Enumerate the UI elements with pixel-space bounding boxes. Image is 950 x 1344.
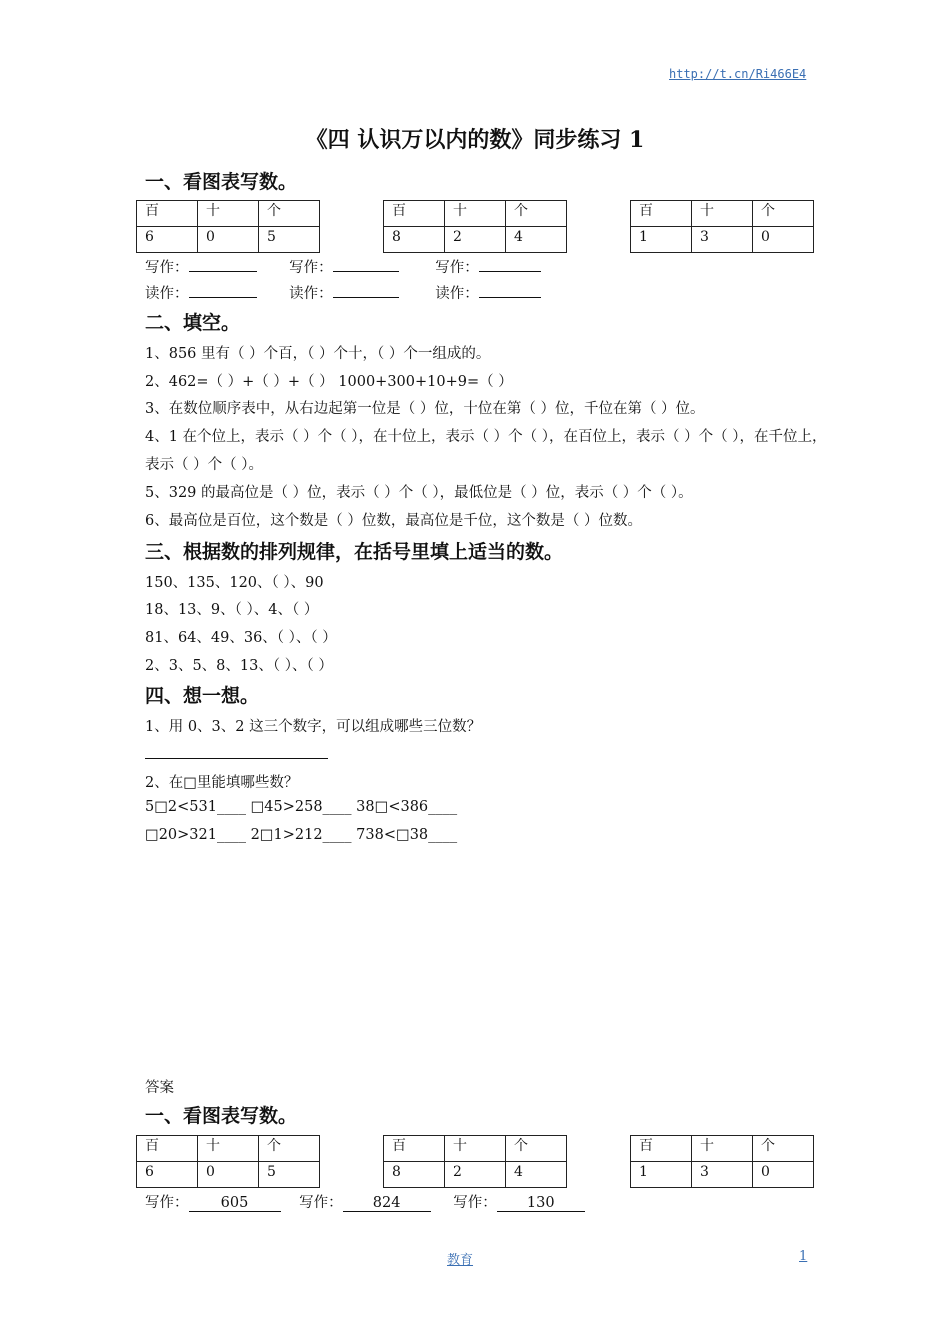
read-blank[interactable]: [333, 283, 399, 298]
place-value-table-2: [383, 200, 567, 253]
answer-value: 605: [189, 1195, 281, 1212]
place-value-table-3: [630, 200, 814, 253]
cell-value: 6: [137, 1162, 198, 1188]
header-ones: 个: [753, 201, 814, 227]
header-tens: 十: [445, 201, 506, 227]
write-label: 写作：: [299, 1195, 343, 1211]
read-blank[interactable]: [189, 283, 257, 298]
write-label: 写作：: [145, 260, 189, 276]
header-ones: 个: [506, 1136, 567, 1162]
cell-value: 4: [506, 227, 567, 253]
place-value-table-1: [136, 200, 320, 253]
cell-value: 2: [445, 1162, 506, 1188]
header-tens: 十: [692, 201, 753, 227]
think-question-2: 2、在□里能填哪些数？: [145, 775, 299, 791]
header-hundreds: 百: [631, 201, 692, 227]
header-tens: 十: [445, 1136, 506, 1162]
section3-heading: 三、根据数的排列规律，在括号里填上适当的数。: [145, 541, 564, 563]
cell-value: 0: [753, 1162, 814, 1188]
answer-table-1: [136, 1135, 320, 1188]
cell-value: 0: [198, 1162, 259, 1188]
page-title: 《四 认识万以内的数》同步练习 1: [305, 127, 645, 153]
sequence-row: 2、3、5、8、13、（ ）、（ ）: [145, 658, 333, 674]
section2-heading: 二、填空。: [145, 312, 241, 334]
question-5: 5、329 的最高位是（ ）位，表示（ ）个（ ），最低位是（ ）位，表示（ ）个（ ）。: [145, 485, 693, 501]
header-hundreds: 百: [137, 1136, 198, 1162]
question-1: 1、856 里有（ ）个百，（ ）个十，（ ）个一组成的。: [145, 346, 491, 362]
sequence-row: 150、135、120、（ ）、90: [145, 575, 324, 591]
answer-table-3: [630, 1135, 814, 1188]
sequence-row: 18、13、9、（ ）、4、（ ）: [145, 602, 319, 618]
sequence-row: 81、64、49、36、（ ）、（ ）: [145, 630, 337, 646]
write-label: 写作：: [289, 260, 333, 276]
write-blank[interactable]: [479, 257, 541, 272]
question-2: 2、462=（ ）+（ ）+（ ） 1000+300+10+9=（ ）: [145, 374, 513, 390]
cell-value: 3: [692, 1162, 753, 1188]
answer-table-2: [383, 1135, 567, 1188]
header-hundreds: 百: [631, 1136, 692, 1162]
header-tens: 十: [198, 201, 259, 227]
answer-write-row: [145, 1191, 585, 1212]
answer-value: 824: [343, 1195, 431, 1212]
question-6: 6、最高位是百位，这个数是（ ）位数，最高位是千位，这个数是（ ）位数。: [145, 513, 642, 529]
answer-value: 130: [497, 1195, 585, 1212]
header-tens: 十: [692, 1136, 753, 1162]
think-question-1: 1、用 0、3、2 这三个数字，可以组成哪些三位数？: [145, 719, 482, 735]
section4-heading: 四、想一想。: [145, 685, 260, 707]
read-blank[interactable]: [479, 283, 541, 298]
question-4-line-2: 表示（ ）个（ ）。: [145, 457, 263, 473]
write-row: [145, 256, 541, 277]
cell-value: 3: [692, 227, 753, 253]
answers-heading: 一、看图表写数。: [145, 1105, 298, 1127]
answer-line[interactable]: [145, 758, 328, 759]
write-label: 写作：: [435, 260, 479, 276]
footer-link[interactable]: 教育: [447, 1253, 474, 1268]
write-label: 写作：: [453, 1195, 497, 1211]
header-tens: 十: [198, 1136, 259, 1162]
header-hundreds: 百: [137, 201, 198, 227]
write-blank[interactable]: [333, 257, 399, 272]
fill-box-row-2: □20>321____ 2□1>212____ 738<□38____: [145, 827, 458, 843]
read-row: [145, 282, 541, 303]
header-ones: 个: [506, 201, 567, 227]
answers-label: 答案: [145, 1080, 174, 1096]
section1-heading: 一、看图表写数。: [145, 171, 298, 193]
header-ones: 个: [259, 201, 320, 227]
cell-value: 6: [137, 227, 198, 253]
cell-value: 8: [384, 227, 445, 253]
question-3: 3、在数位顺序表中，从右边起第一位是（ ）位，十位在第（ ）位，千位在第（ ）位。: [145, 401, 705, 417]
cell-value: 1: [631, 227, 692, 253]
header-ones: 个: [259, 1136, 320, 1162]
cell-value: 2: [445, 227, 506, 253]
read-label: 读作：: [145, 286, 189, 302]
page-number: 1: [799, 1249, 808, 1264]
header-hundreds: 百: [384, 1136, 445, 1162]
cell-value: 0: [753, 227, 814, 253]
cell-value: 5: [259, 227, 320, 253]
cell-value: 8: [384, 1162, 445, 1188]
read-label: 读作：: [435, 286, 479, 302]
cell-value: 1: [631, 1162, 692, 1188]
write-blank[interactable]: [189, 257, 257, 272]
header-ones: 个: [753, 1136, 814, 1162]
question-4-line-1: 4、1 在个位上，表示（ ）个（ ），在十位上，表示（ ）个（ ），在百位上，表示（ ）个（ ），在千位上，: [145, 429, 827, 445]
header-hundreds: 百: [384, 201, 445, 227]
cell-value: 0: [198, 227, 259, 253]
read-label: 读作：: [289, 286, 333, 302]
cell-value: 4: [506, 1162, 567, 1188]
fill-box-row-1: 5□2<531____ □45>258____ 38□<386____: [145, 799, 458, 815]
cell-value: 5: [259, 1162, 320, 1188]
write-label: 写作：: [145, 1195, 189, 1211]
header-link[interactable]: http://t.cn/Ri466E4: [669, 67, 807, 81]
